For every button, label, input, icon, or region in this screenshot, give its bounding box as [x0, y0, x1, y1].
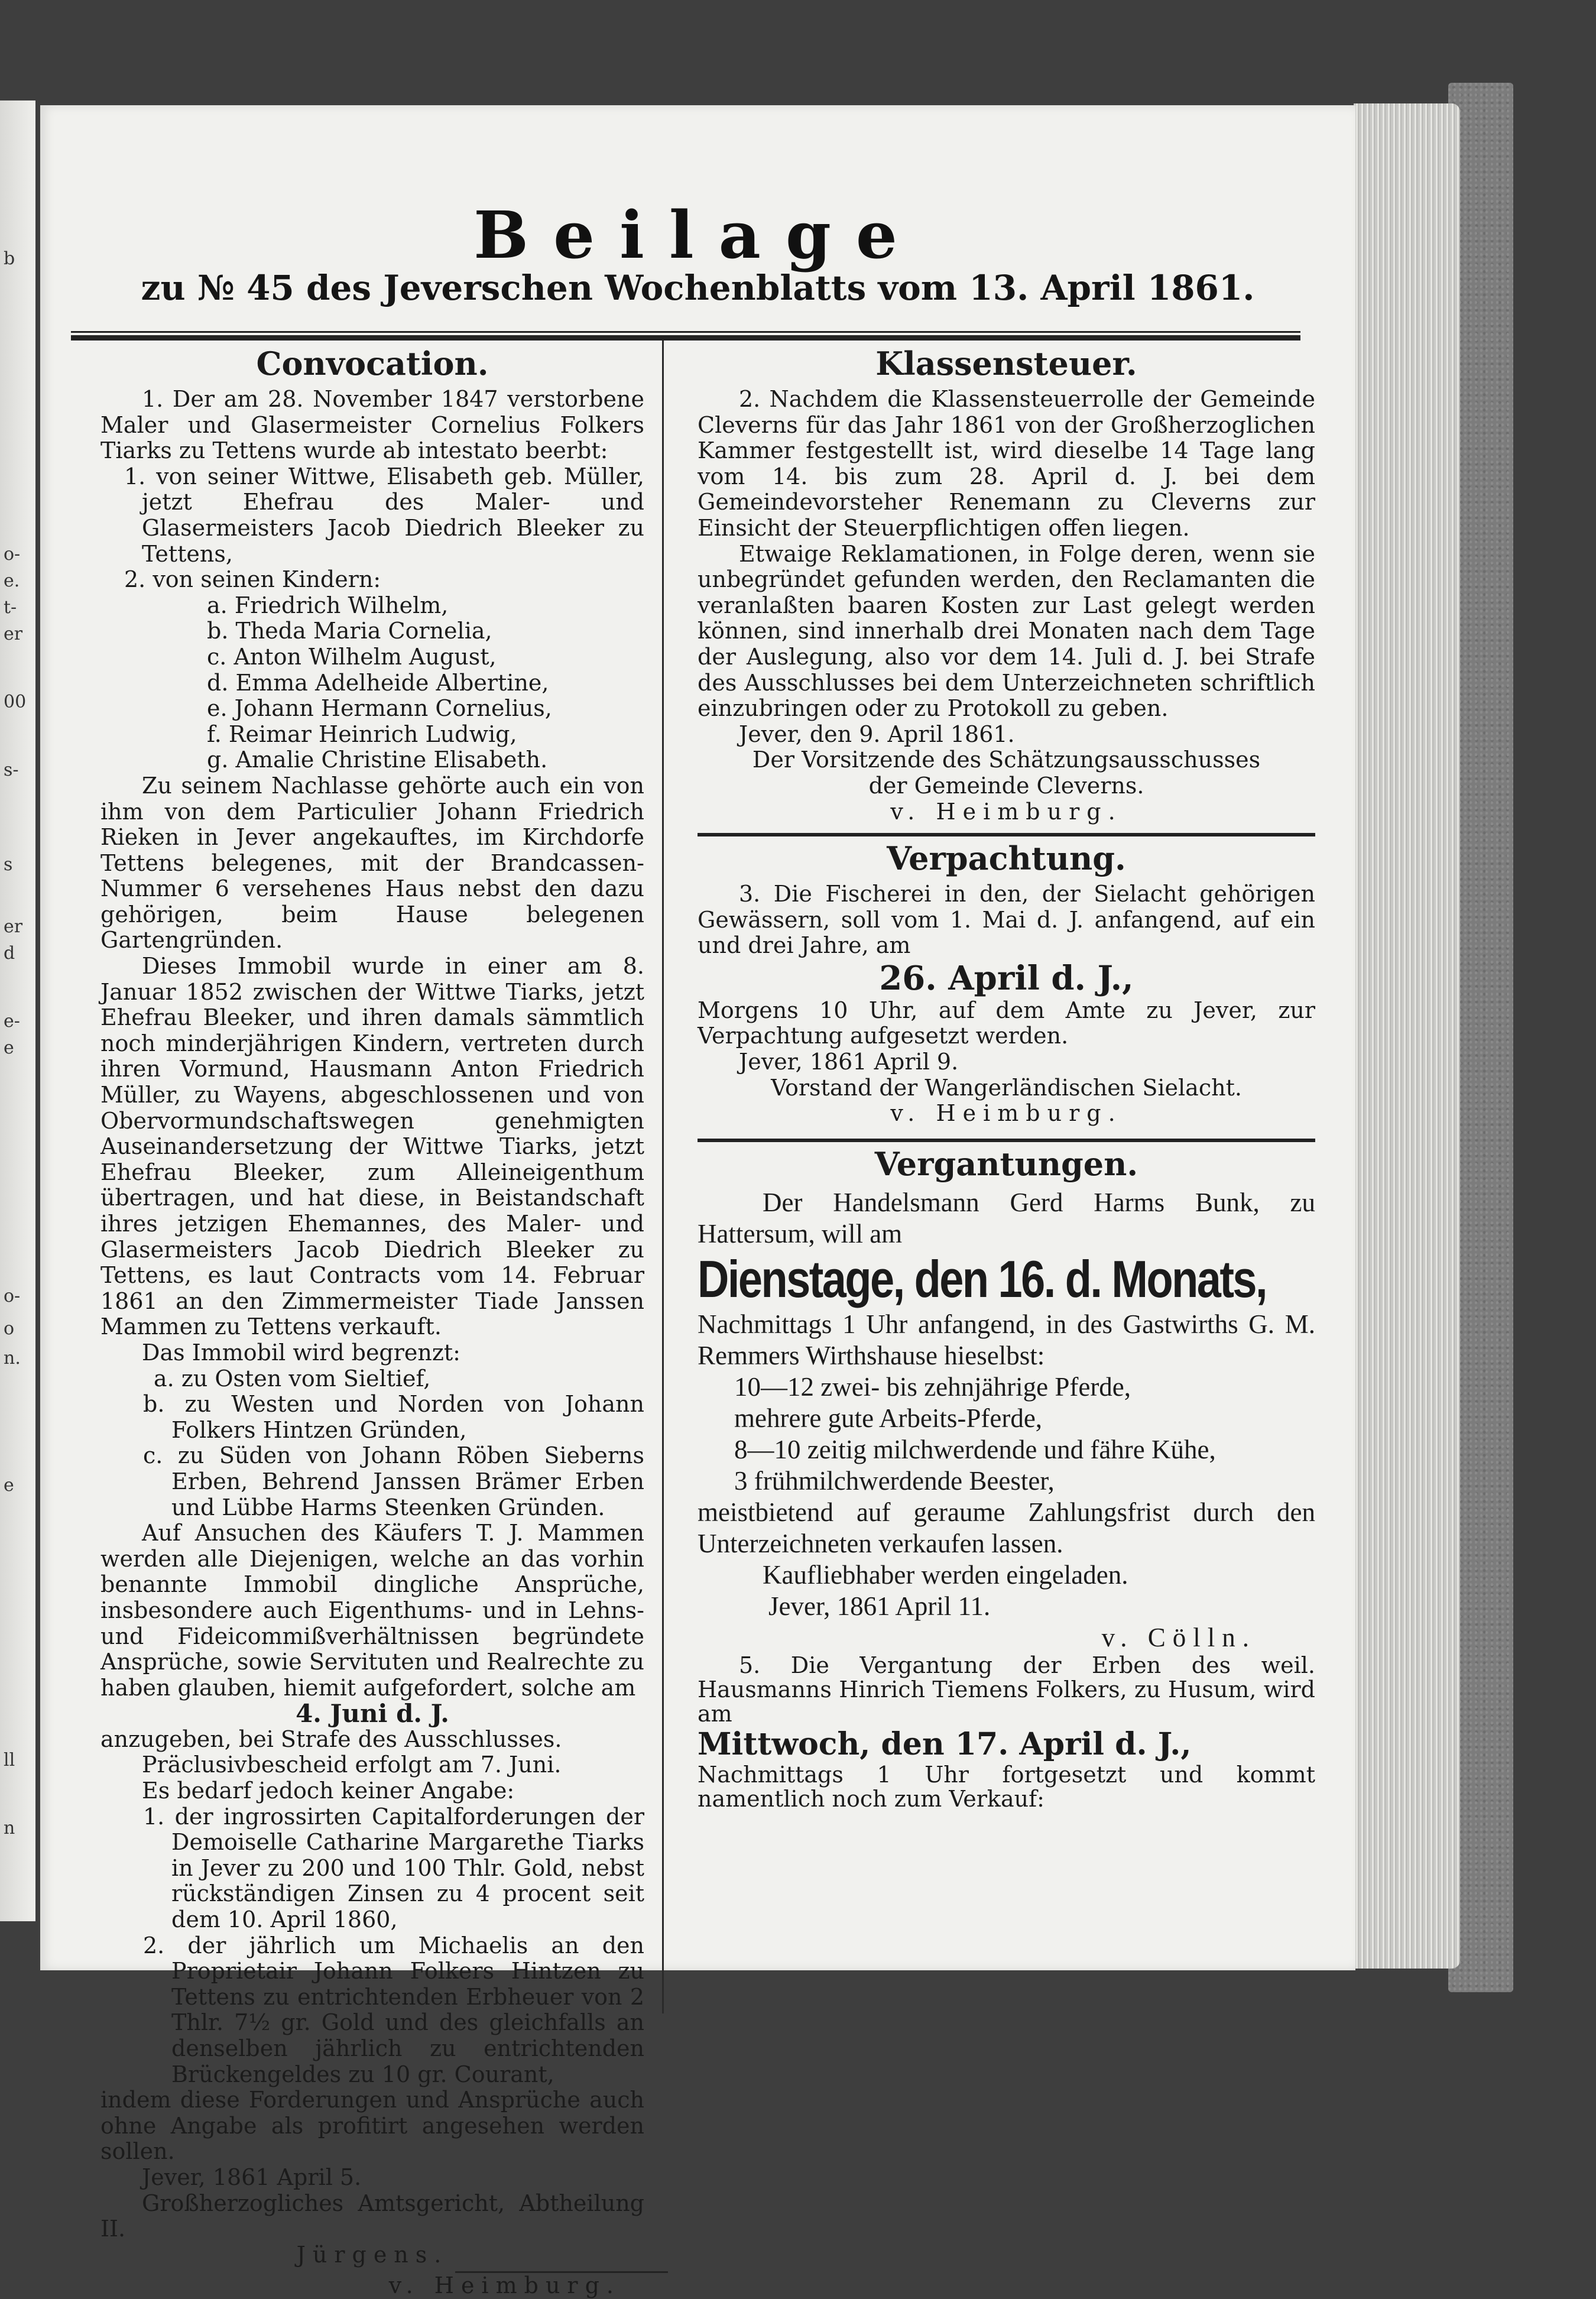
- facing-page-edge: [0, 100, 35, 1921]
- margin-fragment: e-: [4, 1011, 20, 1032]
- signature: v. Heimburg.: [890, 1100, 1123, 1127]
- margin-fragment: e.: [4, 570, 20, 591]
- auction-date: Mittwoch, den 17. April d. J.,: [698, 1726, 1192, 1762]
- column-divider: [662, 341, 664, 2013]
- margin-fragment: b: [4, 248, 15, 269]
- margin-fragment: er: [4, 916, 23, 937]
- margin-fragment: e: [4, 1037, 14, 1058]
- margin-fragment: n: [4, 1818, 15, 1838]
- list-item: 1. der ingrossirten Capitalforderungen der Demoiselle Catharine Margarethe Tiarks in Jever zu 200 und 100 Thlr. Gold, nebst rückständigen Zinsen zu 4 procent seit dem 10. April 1860,: [143, 1803, 644, 1933]
- list-item: d. Emma Adelheide Albertine,: [207, 669, 549, 696]
- paragraph: Zu seinem Nachlasse gehörte auch ein von ihm von dem Particulier Johann Friedrich Rieken in Jever angekauftes, im Kirchdorfe Tettens belegenes, mit der Brandcassen-Nummer 6 versehenes Haus nebst den dazu gehörigen, beim Hause belegenen Gartengründen.: [100, 772, 644, 954]
- section-heading-convocation: Convocation.: [256, 345, 489, 382]
- list-item: 2. der jährlich um Michaelis an den Proprietair Johann Folkers Hintzen zu Tettens zu entrichtenden Erbheuer von 2 Thlr. 7½ gr. Gold und des gleichfalls an denselben jährlich zu entrichtenden Brückengeldes zu 10 gr. Courant,: [143, 1932, 644, 2087]
- list-item: e. Johann Hermann Cornelius,: [207, 695, 552, 722]
- dateline: Jever, 1861 April 5.: [142, 2164, 362, 2190]
- section-rule: [698, 833, 1315, 836]
- auction-date: Dienstage, den 16. d. Monats,: [698, 1249, 1267, 1308]
- paragraph: anzugeben, bei Strafe des Ausschlusses.: [100, 1726, 562, 1752]
- paragraph: meistbietend auf geraume Zahlungsfrist durch den Unterzeichneten verkaufen lassen.: [698, 1497, 1315, 1558]
- margin-fragment: er: [4, 624, 23, 644]
- paragraph: Dieses Immobil wurde in einer am 8. Januar 1852 zwischen der Wittwe Tiarks, jetzt Ehefrau Bleeker, und ihren damals sämmtlich noch minderjährigen Kindern, vertreten durch ihren Vormund, Hausmann Anton Friedrich Müller, zu Wayens, abgeschlossenen und von Obervormundschaftswegen genehmigten Auseinandersetzung der Wittwe Tiarks, jetzt Ehefrau Bleeker, zum Alleineigenthum übertragen, und hat diese, in Beistandschaft ihres jetzigen Ehemannes, des Maler- und Glasermeisters Jacob Diedrich Bleeker zu Tettens, es laut Contracts vom 14. Februar 1861 an den Zimmermeister Tiade Janssen Mammen zu Tettens verkauft.: [100, 953, 644, 1340]
- paragraph: Nachmittags 1 Uhr anfangend, in des Gastwirths G. M. Remmers Wirthshause hieselbst:: [698, 1309, 1315, 1370]
- section-rule: [698, 1139, 1315, 1142]
- authority-line: Großherzogliches Amtsgericht, Abtheilung II.: [100, 2190, 644, 2242]
- dateline: Jever, 1861 April 11.: [768, 1591, 991, 1621]
- margin-fragment: o-: [4, 1286, 21, 1306]
- paragraph: Etwaige Reklamationen, in Folge deren, wenn sie unbegründet gefunden werden, den Reclamanten die veranlaßten baaren Kosten zur Last gelegt werden können, sind innerhalb drei Monaten nach dem Tage der Auslegung, also vor dem 14. Juli d. J. bei Strafe des Ausschlusses bei dem Unterzeichneten schriftlich einzubringen oder zu Protokoll zu geben.: [698, 540, 1315, 722]
- list-item: a. zu Osten vom Sieltief,: [154, 1365, 431, 1392]
- paragraph: Präclusivbescheid erfolgt am 7. Juni.: [142, 1752, 562, 1778]
- list-item: f. Reimar Heinrich Ludwig,: [207, 721, 517, 747]
- margin-fragment: ll: [4, 1750, 15, 1771]
- newspaper-page: [40, 105, 1355, 2299]
- list-item: c. Anton Wilhelm August,: [207, 643, 497, 670]
- list-item: a. Friedrich Wilhelm,: [207, 592, 449, 618]
- paragraph: Auf Ansuchen des Käufers T. J. Mammen werden alle Diejenigen, welche an das vorhin benannte Immobil dingliche Ansprüche, insbesondere auch Eigenthums- und in Lehns- und Fideicommißverhältnissen begründete Ansprüche, sowie Servituten und Realrechte zu haben glauben, hiemit aufgefordert, solche am: [100, 1520, 644, 1701]
- page-stack-edge: [1354, 103, 1460, 1969]
- margin-fragment: s: [4, 854, 13, 875]
- paragraph: 5. Die Vergantung der Erben des weil. Hausmanns Hinrich Tiemens Folkers, zu Husum, wird am: [698, 1652, 1315, 1727]
- margin-fragment: t-: [4, 597, 17, 618]
- paragraph: Kaufliebhaber werden eingeladen.: [763, 1559, 1128, 1590]
- signature: v. Cölln.: [1101, 1622, 1256, 1652]
- margin-fragment: o-: [4, 544, 21, 565]
- header-rule: [71, 331, 1300, 341]
- signature: v. Heimburg.: [890, 798, 1123, 825]
- list-item: b. zu Westen und Norden von Johann Folkers Hintzen Gründen,: [143, 1391, 644, 1443]
- paragraph: Der Handelsmann Gerd Harms Bunk, zu Hattersum, will am: [698, 1187, 1315, 1249]
- list-item: b. Theda Maria Cornelia,: [207, 618, 492, 644]
- margin-fragment: n.: [4, 1348, 21, 1369]
- auction-notice: [698, 1187, 1315, 1653]
- margin-fragment: s-: [4, 760, 19, 780]
- deadline-date: 4. Juni d. J.: [296, 1699, 449, 1729]
- auction-date: 26. April d. J.,: [879, 958, 1134, 998]
- dateline: Jever, den 9. April 1861.: [739, 721, 1015, 747]
- left-column: [100, 342, 644, 2299]
- list-item: 3 frühmilchwerdende Beester,: [734, 1465, 1055, 1496]
- page-title: Beilage: [473, 197, 922, 273]
- margin-fragment: 00: [4, 692, 27, 712]
- margin-fragment: o: [4, 1318, 15, 1339]
- section-heading-vergantungen: Vergantungen.: [874, 1144, 1138, 1183]
- signature: Jürgens.: [296, 2241, 449, 2268]
- paragraph: 2. Nachdem die Klassensteuerrolle der Gemeinde Cleverns für das Jahr 1861 von der Großherzoglichen Kammer festgestellt ist, wird dieselbe 14 Tage lang vom 14. bis zum 28. April d. J. bei dem Gemeindevorsteher Renemann zu Cleverns zur Einsicht der Steuerpflichtigen offen liegen.: [698, 386, 1315, 541]
- right-column: [698, 342, 1315, 1811]
- paragraph: Es bedarf jedoch keiner Angabe:: [142, 1778, 515, 1804]
- margin-fragment: e: [4, 1475, 14, 1496]
- list-item: 8—10 zeitig milchwerdende und fähre Kühe,: [734, 1434, 1216, 1464]
- list-item: mehrere gute Arbeits-Pferde,: [734, 1403, 1043, 1433]
- paragraph: Nachmittags 1 Uhr fortgesetzt und kommt namentlich noch zum Verkauf:: [698, 1761, 1315, 1812]
- margin-fragment: d: [4, 943, 15, 964]
- paragraph: Das Immobil wird begrenzt:: [142, 1339, 460, 1366]
- list-item: 10—12 zwei- bis zehnjährige Pferde,: [734, 1371, 1131, 1402]
- authority-line: Vorstand der Wangerländischen Sielacht.: [771, 1074, 1242, 1101]
- list-item: c. zu Süden von Johann Röben Sieberns Erben, Behrend Janssen Brämer Erben und Lübbe Harms Steenken Gründen.: [143, 1442, 644, 1520]
- paragraph: 1. Der am 28. November 1847 verstorbene Maler und Glasermeister Cornelius Folkers Tiarks zu Tettens wurde ab intestato beerbt:: [100, 386, 644, 464]
- page-subtitle: zu № 45 des Jeverschen Wochenblatts vom 13. April 1861.: [141, 268, 1255, 308]
- authority-line: Der Vorsitzende des Schätzungsausschusses der Gemeinde Cleverns.: [752, 747, 1261, 799]
- list-item: 1. von seiner Wittwe, Elisabeth geb. Müller, jetzt Ehefrau des Maler- und Glasermeisters Jacob Diedrich Bleeker zu Tettens,: [124, 463, 644, 567]
- paragraph: 3. Die Fischerei in den, der Sielacht gehörigen Gewässern, soll vom 1. Mai d. J. anfangend, auf ein und drei Jahre, am: [698, 881, 1315, 959]
- list-item: 2. von seinen Kindern:: [124, 566, 381, 593]
- paragraph: indem diese Forderungen und Ansprüche auch ohne Angabe als profitirt angesehen werden sollen.: [100, 2087, 644, 2165]
- paragraph: Morgens 10 Uhr, auf dem Amte zu Jever, zur Verpachtung aufgesetzt werden.: [698, 997, 1315, 1049]
- dateline: Jever, 1861 April 9.: [739, 1049, 959, 1075]
- section-heading-klassensteuer: Klassensteuer.: [875, 345, 1137, 382]
- list-item: g. Amalie Christine Elisabeth.: [207, 747, 548, 773]
- signature: v. Heimburg.: [388, 2272, 621, 2299]
- section-heading-verpachtung: Verpachtung.: [887, 839, 1126, 878]
